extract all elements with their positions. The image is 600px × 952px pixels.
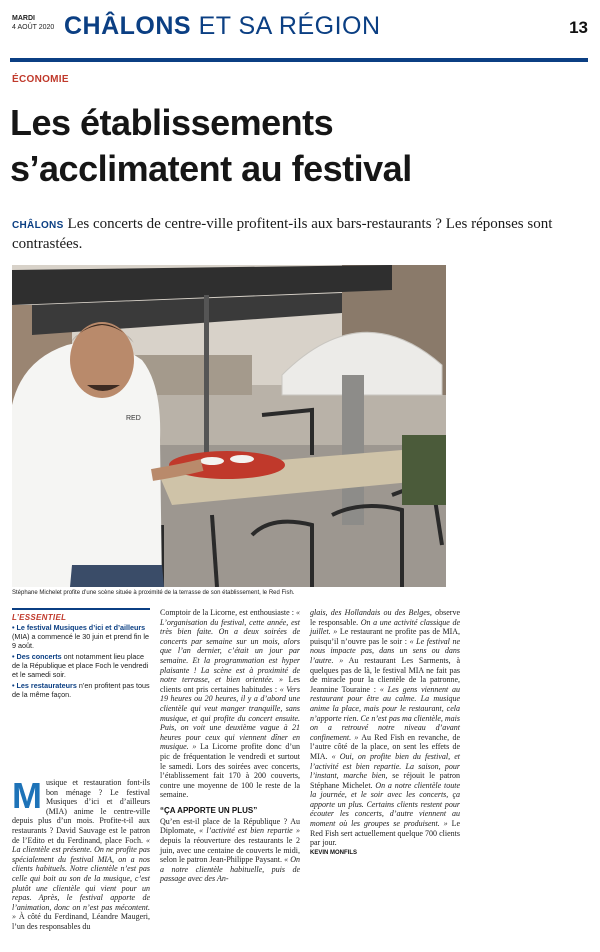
article-headline [10, 100, 570, 192]
masthead [12, 14, 590, 58]
photo-caption: Stéphane Michelet profite d’une scène située à proximité de la terrasse de son établissement, le Red Fish. [12, 590, 295, 596]
headline-line-2: s’acclimatent au festival [10, 148, 412, 189]
standfirst-location: CHÂLONS [12, 220, 64, 231]
essentiel-title: L’ESSENTIEL [12, 608, 150, 622]
page-number: 13 [569, 18, 588, 37]
article-byline: KEVIN MONFILS [310, 849, 358, 856]
drop-cap: M [12, 775, 42, 816]
issue-date [12, 14, 54, 32]
article-column-2: Comptoir de la Licorne, est enthousiaste : « L’organisation du festival, cette année, est très bien faite. On a deux soirées de concerts par semaine sur un mois, alors que l’an dernier, c’était un jour par semaine. Et la programmation est hyper plaisante ! La scène est à proximité de notre terrasse, et bien orientée. » Les clients ont pris certaines habitudes : « Vers 19 heures ou 20 heures, il y a d’abord une clientèle qui veut manger tranquille, sans musique, et qui profite du concert ensuite. Puis, on voit une deuxième vague à 21 heures pour ceux qui viennent dîner en musique. » La Licorne profite donc d’un pic de fréquentation le vendredi et surtout le samedi. Lors des soirées avec concerts, l’établissement fait 170 à 200 couverts, contre une moyenne de 100 le reste de la semaine. “ÇA APPORTE UN PLUS” Qu’en est-il place de la République ? Au Diplomate, « l’activité est bien repartie » depuis la réouverture des restaurants le 2 juin, avec une centaine de couverts le midi, selon le patron Jean-Philippe Paysant. « On a notre clientèle habituelle, puis de passage avec des An- [160, 608, 301, 884]
masthead-rule [10, 58, 588, 62]
headline-line-1: Les établissements [10, 102, 334, 143]
article-photo [12, 265, 446, 587]
terrace-photo-illustration [12, 265, 446, 587]
article-subhead: “ÇA APPORTE UN PLUS” [160, 805, 258, 815]
essentiel-box [12, 623, 150, 701]
article-column-1: Musique et restauration font-ils bon ménage ? Le festival Musiques d’ici et d’ailleurs (MIA) anime le centre-ville depuis plus d’un mois. Profite-t-il aux restaurants ? David Sauvage est le patron de l’Edito et du Ferdinand, place Foch. « La clientèle est présente. On ne profite pas spécialement du festival MIA, on a nos clients habituels. Notre clientèle n’est pas celle qui boit au son de la musique, c’est plutôt une clientèle qui vient pour un repas. Après, le festival apporte de l’animation, donc on n’est pas mécontent. » À côté du Ferdinand, Léandre Maugeri, l’un des responsables du [12, 775, 151, 931]
essentiel-item: • Les restaurateurs n’en profitent pas tous de la même façon. [12, 681, 150, 699]
essentiel-item: • Le festival Musiques d’ici et d’ailleurs (MIA) a commencé le 30 juin et prend fin le 9 août. [12, 623, 150, 650]
article-standfirst [12, 214, 572, 254]
section-title [64, 12, 381, 41]
article-column-3: glais, des Hollandais ou des Belges, observe le responsable. On a une activité classique de juillet. » Le restaurant ne profite pas de MIA, puisqu’il n’ouvre pas le soir : « Le festival ne nous impacte pas, dans un sens ou dans l’autre. » Au restaurant Les Sarments, à quelques pas de là, le festival MIA ne fait pas de miracle pour la clientèle de la patronne, Jeannine Touraine : « Les gens viennent au restaurant pour être au calme. La musique anime la place, mais pour le restaurant, cela n’apporte rien. Ce n’est pas ma clientèle, mais on a retrouvé notre niveau d’avant confinement. » Au Red Fish en revanche, de l’autre côté de la place, on sent les effets de MIA. « Oui, on profite bien du festival, et l’activité est bien repartie. La saison, pour l’instant, marche bien, se réjouit le patron Stéphane Michelet. On a notre clientèle toute la journée, et le soir avec les concerts, ça apporte un plus. Certains clients restent pour écouter les concerts, d’autre viennent au moment où les groupes se produisent. » Le Red Fish sert actuellement quelque 700 clients par jour. KEVIN MONFILS [310, 608, 461, 856]
section-title-rest: ET SA RÉGION [198, 12, 381, 40]
standfirst-text: Les concerts de centre-ville profitent-ils aux bars-restaurants ? Les réponses sont contrastées. [12, 216, 553, 252]
rubric-label: ÉCONOMIE [12, 74, 69, 85]
essentiel-item: • Des concerts ont notamment lieu place de la République et place Foch le vendredi et le samedi soir. [12, 652, 149, 679]
issue-day: MARDI [12, 15, 35, 22]
issue-date-full: 4 AOÛT 2020 [12, 24, 55, 31]
svg-text:RED: RED [126, 415, 141, 422]
section-title-bold: CHÂLONS [64, 12, 192, 40]
